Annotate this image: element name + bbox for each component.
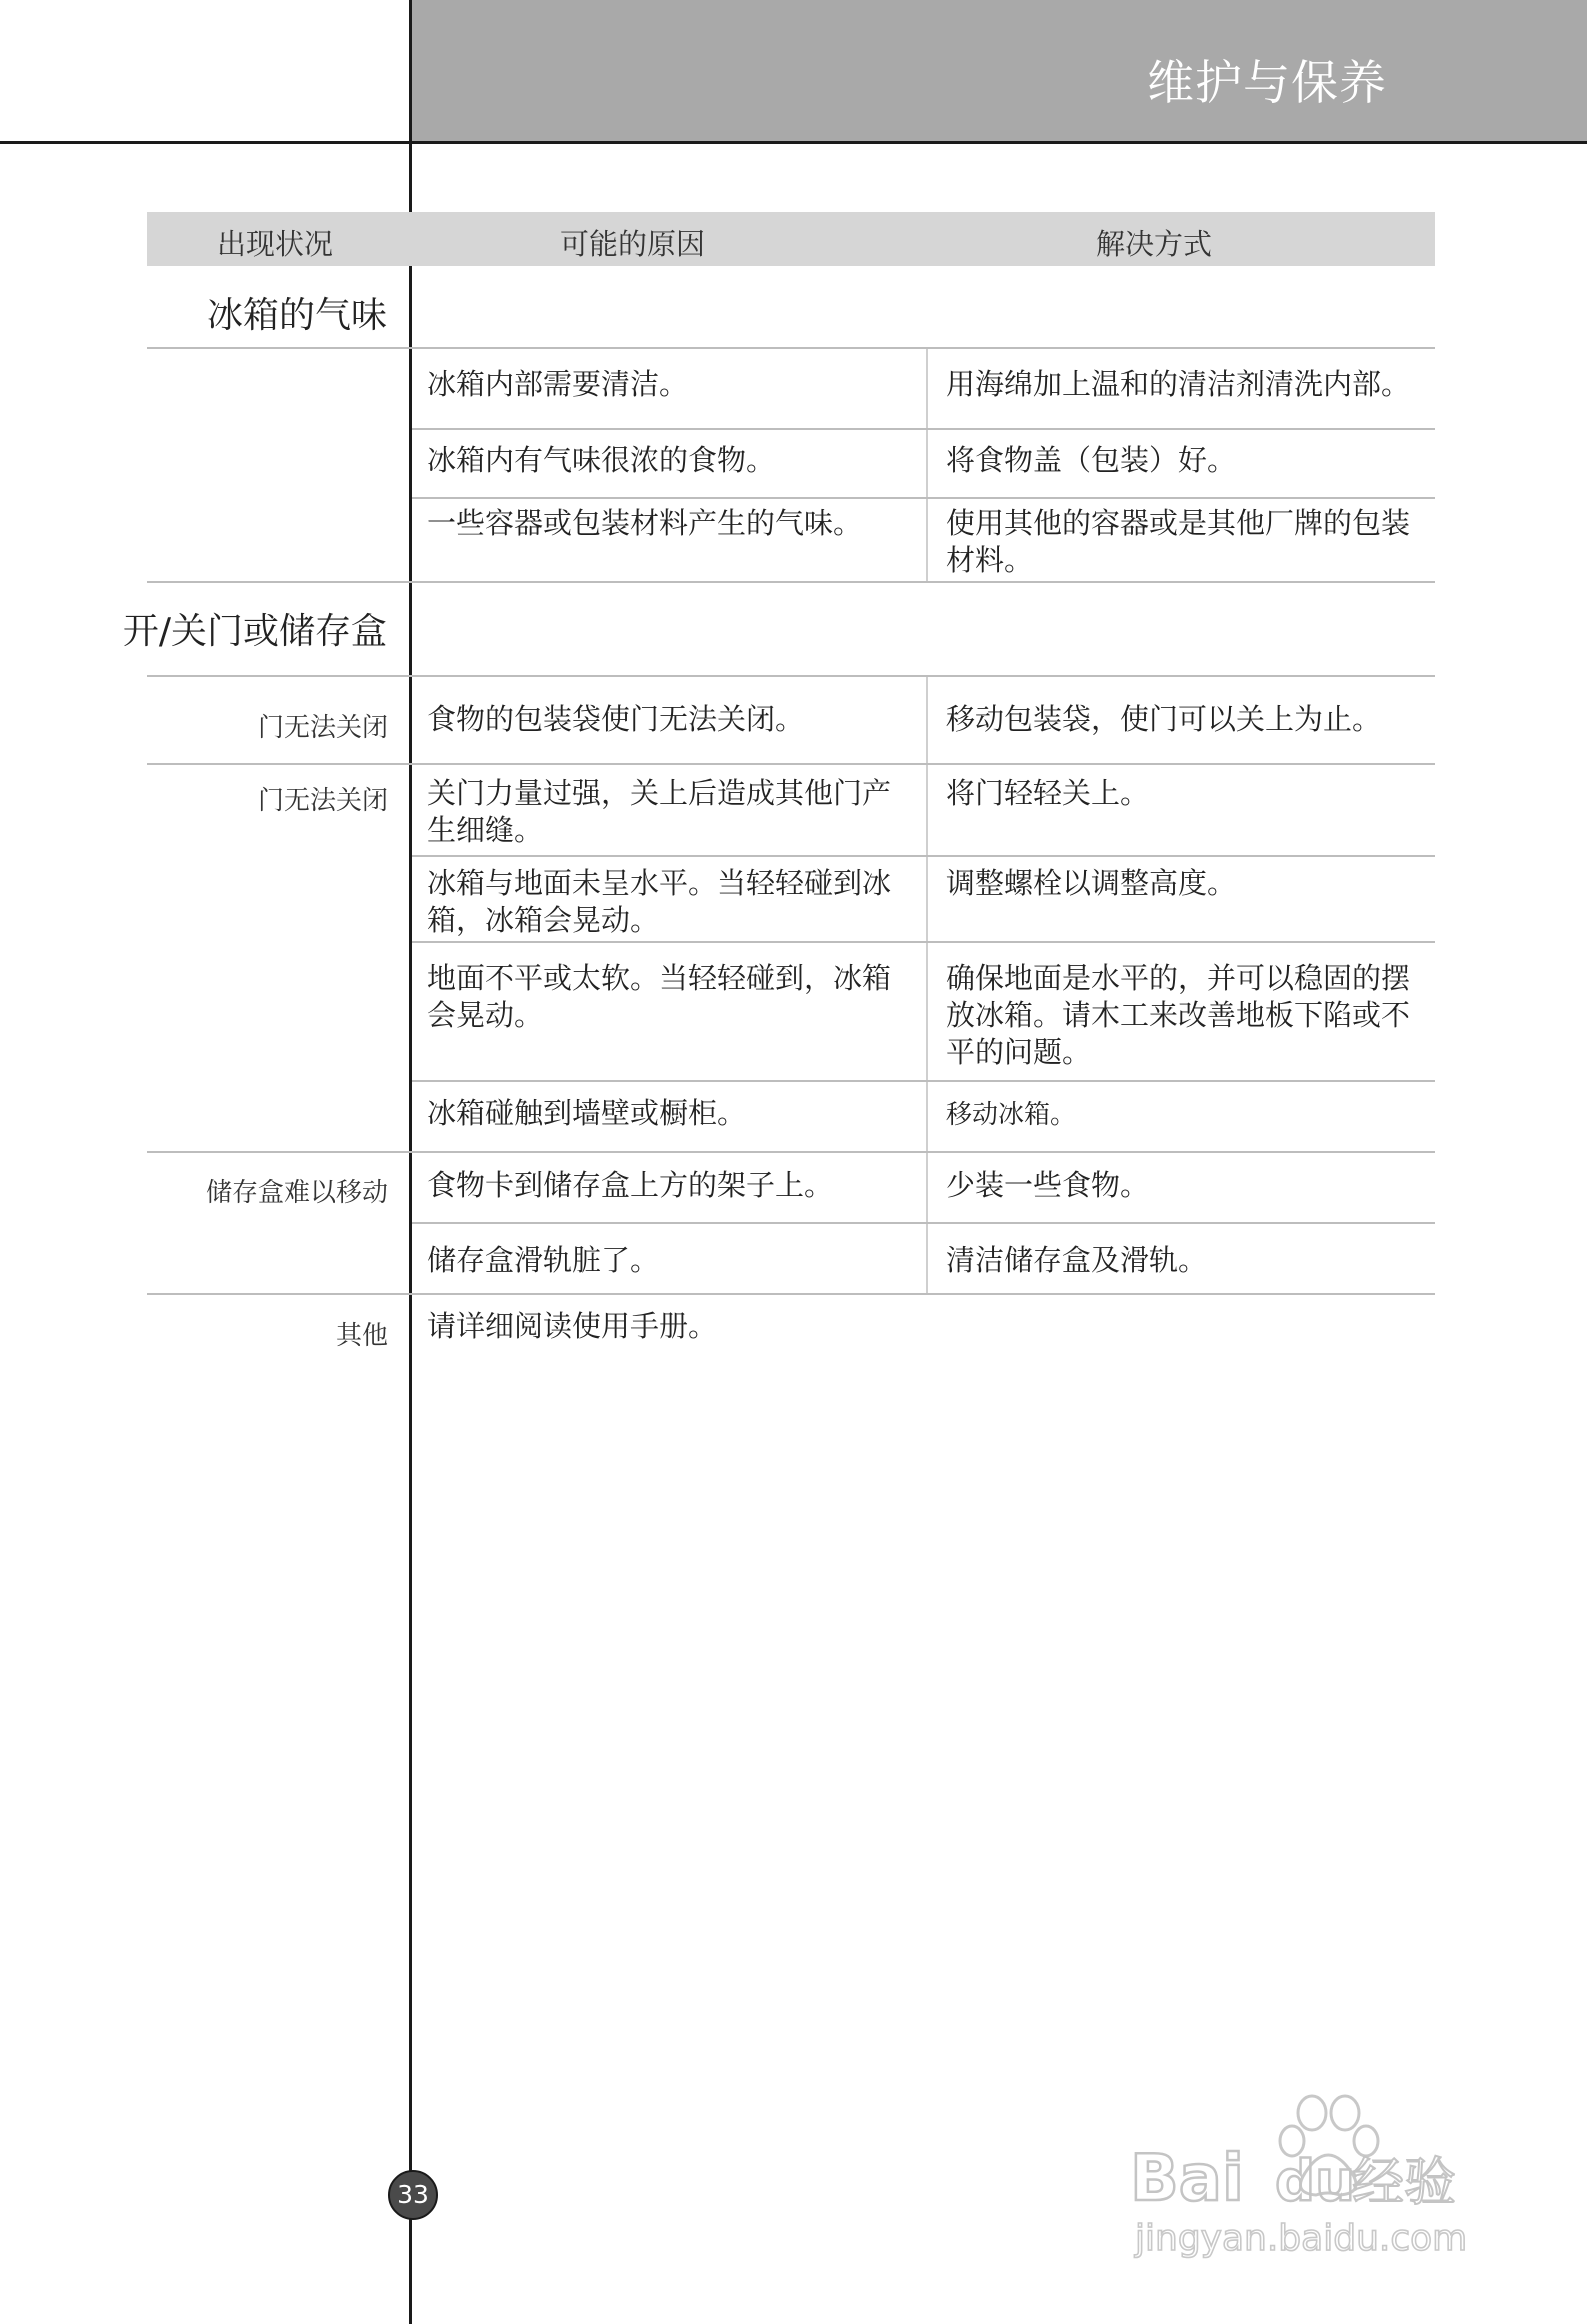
table-row-condition: 门无法关闭 bbox=[257, 786, 388, 816]
row-divider bbox=[147, 1151, 1435, 1153]
table-row-condition: 其他 bbox=[335, 1321, 388, 1351]
table-row-cause: 冰箱内有气味很浓的食物。 bbox=[427, 443, 776, 477]
row-divider bbox=[147, 581, 1435, 583]
table-row-solution: 清洁储存盒及滑轨。 bbox=[946, 1243, 1208, 1277]
column-divider bbox=[926, 677, 928, 1294]
table-row-cause: 关门力量过强，关上后造成其他门产生细缝。 bbox=[427, 776, 892, 847]
header-bar bbox=[412, 0, 1587, 143]
table-row-solution: 确保地面是水平的，并可以稳固的摆放冰箱。请木工来改善地板下陷或不平的问题。 bbox=[946, 961, 1411, 1069]
baidu-jingyan-watermark bbox=[1120, 2085, 1505, 2265]
watermark-brand: Bai bbox=[1130, 2142, 1244, 2216]
row-divider bbox=[412, 1080, 1435, 1082]
table-row-condition: 门无法关闭 bbox=[257, 713, 388, 743]
row-divider bbox=[412, 497, 1435, 499]
table-header bbox=[147, 212, 1435, 266]
table-row-cause: 冰箱碰触到墙壁或橱柜。 bbox=[427, 1096, 747, 1130]
column-header-solution: 解决方式 bbox=[1096, 227, 1213, 261]
column-header-cause: 可能的原因 bbox=[560, 227, 706, 261]
row-divider bbox=[412, 428, 1435, 430]
row-divider bbox=[412, 1222, 1435, 1224]
row-divider bbox=[147, 763, 1435, 765]
watermark-brand-tail: du bbox=[1275, 2149, 1355, 2214]
watermark-product: 经验 bbox=[1352, 2153, 1457, 2213]
page-title: 维护与保养 bbox=[1147, 56, 1387, 111]
table-row-solution: 使用其他的容器或是其他厂牌的包装材料。 bbox=[946, 506, 1411, 577]
table-row-cause: 冰箱与地面未呈水平。当轻轻碰到冰箱，冰箱会晃动。 bbox=[427, 866, 892, 937]
table-row-solution: 将食物盖（包装）好。 bbox=[946, 443, 1237, 477]
table-row-cause: 储存盒滑轨脏了。 bbox=[427, 1243, 660, 1277]
section-title-door-bin: 开/关门或储存盒 bbox=[122, 611, 387, 652]
table-row-solution: 少装一些食物。 bbox=[946, 1168, 1150, 1202]
row-divider bbox=[147, 1293, 1435, 1295]
table-row-solution: 移动包装袋，使门可以关上为止。 bbox=[946, 702, 1382, 736]
table-row-cause: 食物卡到储存盒上方的架子上。 bbox=[427, 1168, 834, 1202]
row-divider bbox=[412, 855, 1435, 857]
row-divider bbox=[147, 675, 1435, 677]
table-row-solution: 用海绵加上温和的清洁剂清洗内部。 bbox=[946, 367, 1411, 401]
watermark-url: jingyan.baidu.com bbox=[1135, 2218, 1468, 2259]
table-row-cause: 请详细阅读使用手册。 bbox=[427, 1309, 718, 1343]
row-divider bbox=[412, 941, 1435, 943]
header-divider bbox=[0, 141, 1587, 144]
column-header-condition: 出现状况 bbox=[217, 227, 334, 261]
page-number: 33 bbox=[388, 2170, 438, 2220]
table-row-cause: 冰箱内部需要清洁。 bbox=[427, 367, 689, 401]
table-row-cause: 食物的包装袋使门无法关闭。 bbox=[427, 702, 805, 736]
row-divider bbox=[147, 347, 1435, 349]
table-row-solution: 调整螺栓以调整高度。 bbox=[946, 866, 1237, 900]
table-row-cause: 地面不平或太软。当轻轻碰到，冰箱会晃动。 bbox=[427, 961, 892, 1032]
table-row-solution: 将门轻轻关上。 bbox=[946, 776, 1150, 810]
table-row-cause: 一些容器或包装材料产生的气味。 bbox=[427, 506, 863, 540]
section-title-odor: 冰箱的气味 bbox=[206, 295, 387, 336]
column-divider bbox=[926, 349, 928, 581]
table-row-solution: 移动冰箱。 bbox=[946, 1100, 1077, 1130]
table-row-condition: 储存盒难以移动 bbox=[205, 1178, 388, 1208]
